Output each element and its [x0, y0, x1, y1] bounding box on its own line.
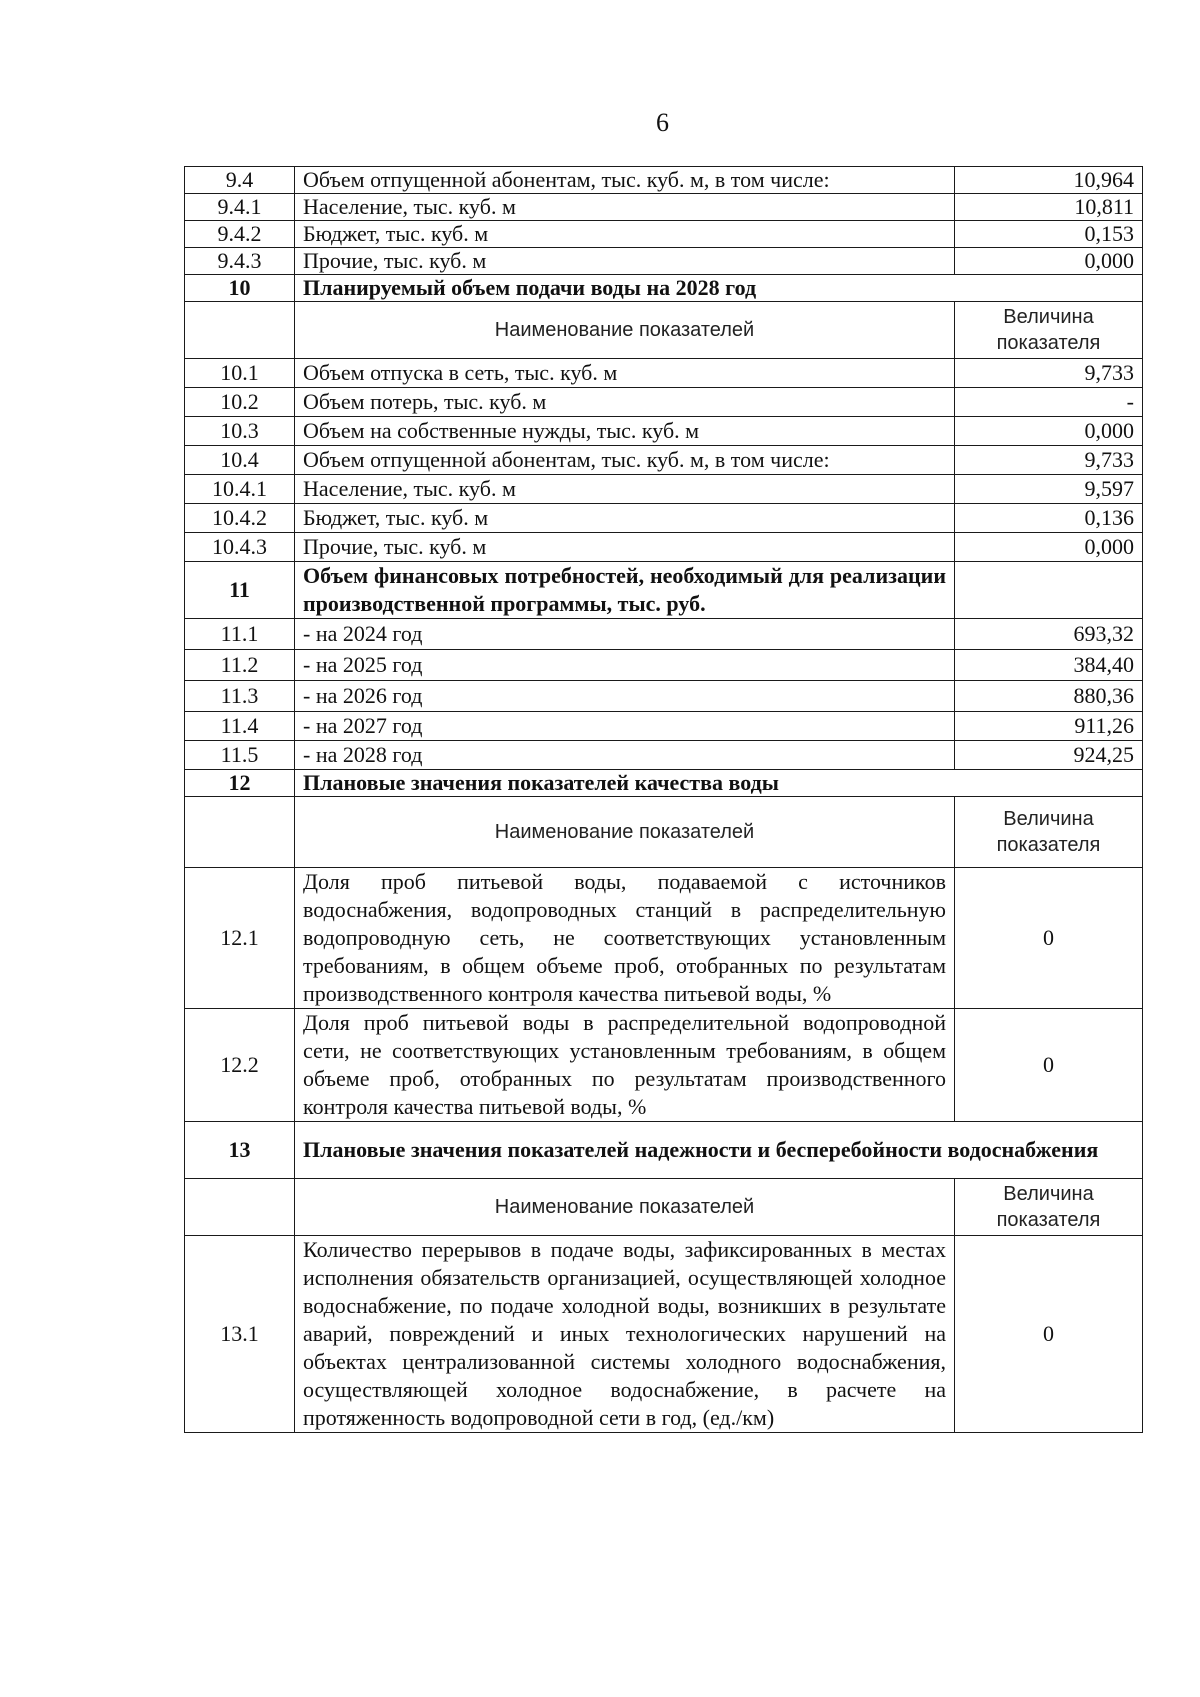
row-number: 9.4: [185, 167, 295, 194]
indicators-table: [184, 166, 1143, 1433]
row-name: Объем отпуска в сеть, тыс. куб. м: [295, 359, 955, 388]
page-number: 6: [656, 108, 669, 137]
row-number: 11.1: [185, 619, 295, 650]
table-row: [185, 446, 1143, 475]
row-name: Прочие, тыс. куб. м: [295, 533, 955, 562]
empty-cell: [955, 562, 1143, 619]
row-number: 10.3: [185, 417, 295, 446]
row-value: 10,964: [955, 167, 1143, 194]
row-name: - на 2025 год: [295, 650, 955, 681]
table-row: [185, 194, 1143, 221]
table-row: [185, 388, 1143, 417]
table-row: [185, 359, 1143, 388]
table-row: [185, 248, 1143, 275]
section-header-row: [185, 562, 1143, 619]
row-name: Прочие, тыс. куб. м: [295, 248, 955, 275]
row-value: -: [955, 388, 1143, 417]
row-number: 11.4: [185, 712, 295, 741]
table-row: [185, 1009, 1143, 1122]
row-value: 924,25: [955, 741, 1143, 770]
row-value: 880,36: [955, 681, 1143, 712]
row-name: Доля проб питьевой воды, подаваемой с источников водоснабжения, водопроводных станций в распределительную водопроводную сеть, не соответствующих установленным требованиям, в общем объеме проб, отобранных по результатам производственного контроля качества питьевой воды, %: [295, 868, 955, 1009]
table-row: [185, 741, 1143, 770]
section-title: Планируемый объем подачи воды на 2028 год: [295, 275, 1143, 302]
section-title: Плановые значения показателей надежности и бесперебойности водоснабжения: [295, 1122, 1143, 1179]
section-header-row: [185, 275, 1143, 302]
table-row: [185, 619, 1143, 650]
row-value: 0,000: [955, 417, 1143, 446]
section-number: 13: [185, 1122, 295, 1179]
row-number: 9.4.3: [185, 248, 295, 275]
row-number: 10.4: [185, 446, 295, 475]
column-header-value: Величина показателя: [955, 797, 1143, 868]
table-row: [185, 417, 1143, 446]
row-number: 10.4.3: [185, 533, 295, 562]
column-header-row: [185, 1179, 1143, 1236]
table-row: [185, 504, 1143, 533]
row-name: Количество перерывов в подаче воды, зафиксированных в местах исполнения обязательств организацией, осуществляющей холодное водоснабжение, по подаче холодной воды, возникших в результате аварий, повреждений и иных технологических нарушений на объектах централизованной системы холодного водоснабжения, осуществляющей холодное водоснабжение, в расчете на протяженность водопроводной сети в год, (ед./км): [295, 1236, 955, 1433]
column-header-name: Наименование показателей: [295, 797, 955, 868]
row-value: 0: [955, 1009, 1143, 1122]
row-number: 12.1: [185, 868, 295, 1009]
row-number: 11.2: [185, 650, 295, 681]
column-header-row: [185, 797, 1143, 868]
row-number: 9.4.1: [185, 194, 295, 221]
row-name: Бюджет, тыс. куб. м: [295, 221, 955, 248]
row-value: 0,000: [955, 533, 1143, 562]
table-row: [185, 167, 1143, 194]
row-name: Объем потерь, тыс. куб. м: [295, 388, 955, 417]
row-value: 9,733: [955, 359, 1143, 388]
row-name: Население, тыс. куб. м: [295, 194, 955, 221]
empty-cell: [185, 1179, 295, 1236]
row-number: 10.4.2: [185, 504, 295, 533]
row-number: 10.4.1: [185, 475, 295, 504]
row-name: Население, тыс. куб. м: [295, 475, 955, 504]
row-name: - на 2026 год: [295, 681, 955, 712]
row-value: 0: [955, 1236, 1143, 1433]
row-value: 0,000: [955, 248, 1143, 275]
row-number: 13.1: [185, 1236, 295, 1433]
row-number: 11.5: [185, 741, 295, 770]
row-name: Объем отпущенной абонентам, тыс. куб. м, в том числе:: [295, 167, 955, 194]
row-number: 9.4.2: [185, 221, 295, 248]
table-row: [185, 533, 1143, 562]
section-title: Плановые значения показателей качества воды: [295, 770, 1143, 797]
section-title: Объем финансовых потребностей, необходимый для реализации производственной программы, тыс. руб.: [295, 562, 955, 619]
row-name: - на 2024 год: [295, 619, 955, 650]
table-row: [185, 1236, 1143, 1433]
section-number: 11: [185, 562, 295, 619]
row-value: 9,597: [955, 475, 1143, 504]
section-number: 10: [185, 275, 295, 302]
row-name: Доля проб питьевой воды в распределительной водопроводной сети, не соответствующих установленным требованиям, в общем объеме проб, отобранных по результатам производственного контроля качества питьевой воды, %: [295, 1009, 955, 1122]
section-number: 12: [185, 770, 295, 797]
empty-cell: [185, 797, 295, 868]
column-header-value: Величина показателя: [955, 302, 1143, 359]
row-number: 11.3: [185, 681, 295, 712]
row-name: - на 2028 год: [295, 741, 955, 770]
table-row: [185, 475, 1143, 504]
section-header-row: [185, 770, 1143, 797]
row-name: Объем на собственные нужды, тыс. куб. м: [295, 417, 955, 446]
row-value: 9,733: [955, 446, 1143, 475]
section-header-row: [185, 1122, 1143, 1179]
column-header-name: Наименование показателей: [295, 1179, 955, 1236]
row-value: 10,811: [955, 194, 1143, 221]
row-value: 693,32: [955, 619, 1143, 650]
table-row: [185, 712, 1143, 741]
row-number: 12.2: [185, 1009, 295, 1122]
column-header-row: [185, 302, 1143, 359]
table-row: [185, 868, 1143, 1009]
row-value: 0,153: [955, 221, 1143, 248]
row-number: 10.1: [185, 359, 295, 388]
row-number: 10.2: [185, 388, 295, 417]
row-value: 384,40: [955, 650, 1143, 681]
row-value: 0: [955, 868, 1143, 1009]
column-header-value: Величина показателя: [955, 1179, 1143, 1236]
row-value: 0,136: [955, 504, 1143, 533]
row-name: Объем отпущенной абонентам, тыс. куб. м, в том числе:: [295, 446, 955, 475]
empty-cell: [185, 302, 295, 359]
table-row: [185, 650, 1143, 681]
row-name: - на 2027 год: [295, 712, 955, 741]
row-value: 911,26: [955, 712, 1143, 741]
column-header-name: Наименование показателей: [295, 302, 955, 359]
table-row: [185, 221, 1143, 248]
table-row: [185, 681, 1143, 712]
row-name: Бюджет, тыс. куб. м: [295, 504, 955, 533]
